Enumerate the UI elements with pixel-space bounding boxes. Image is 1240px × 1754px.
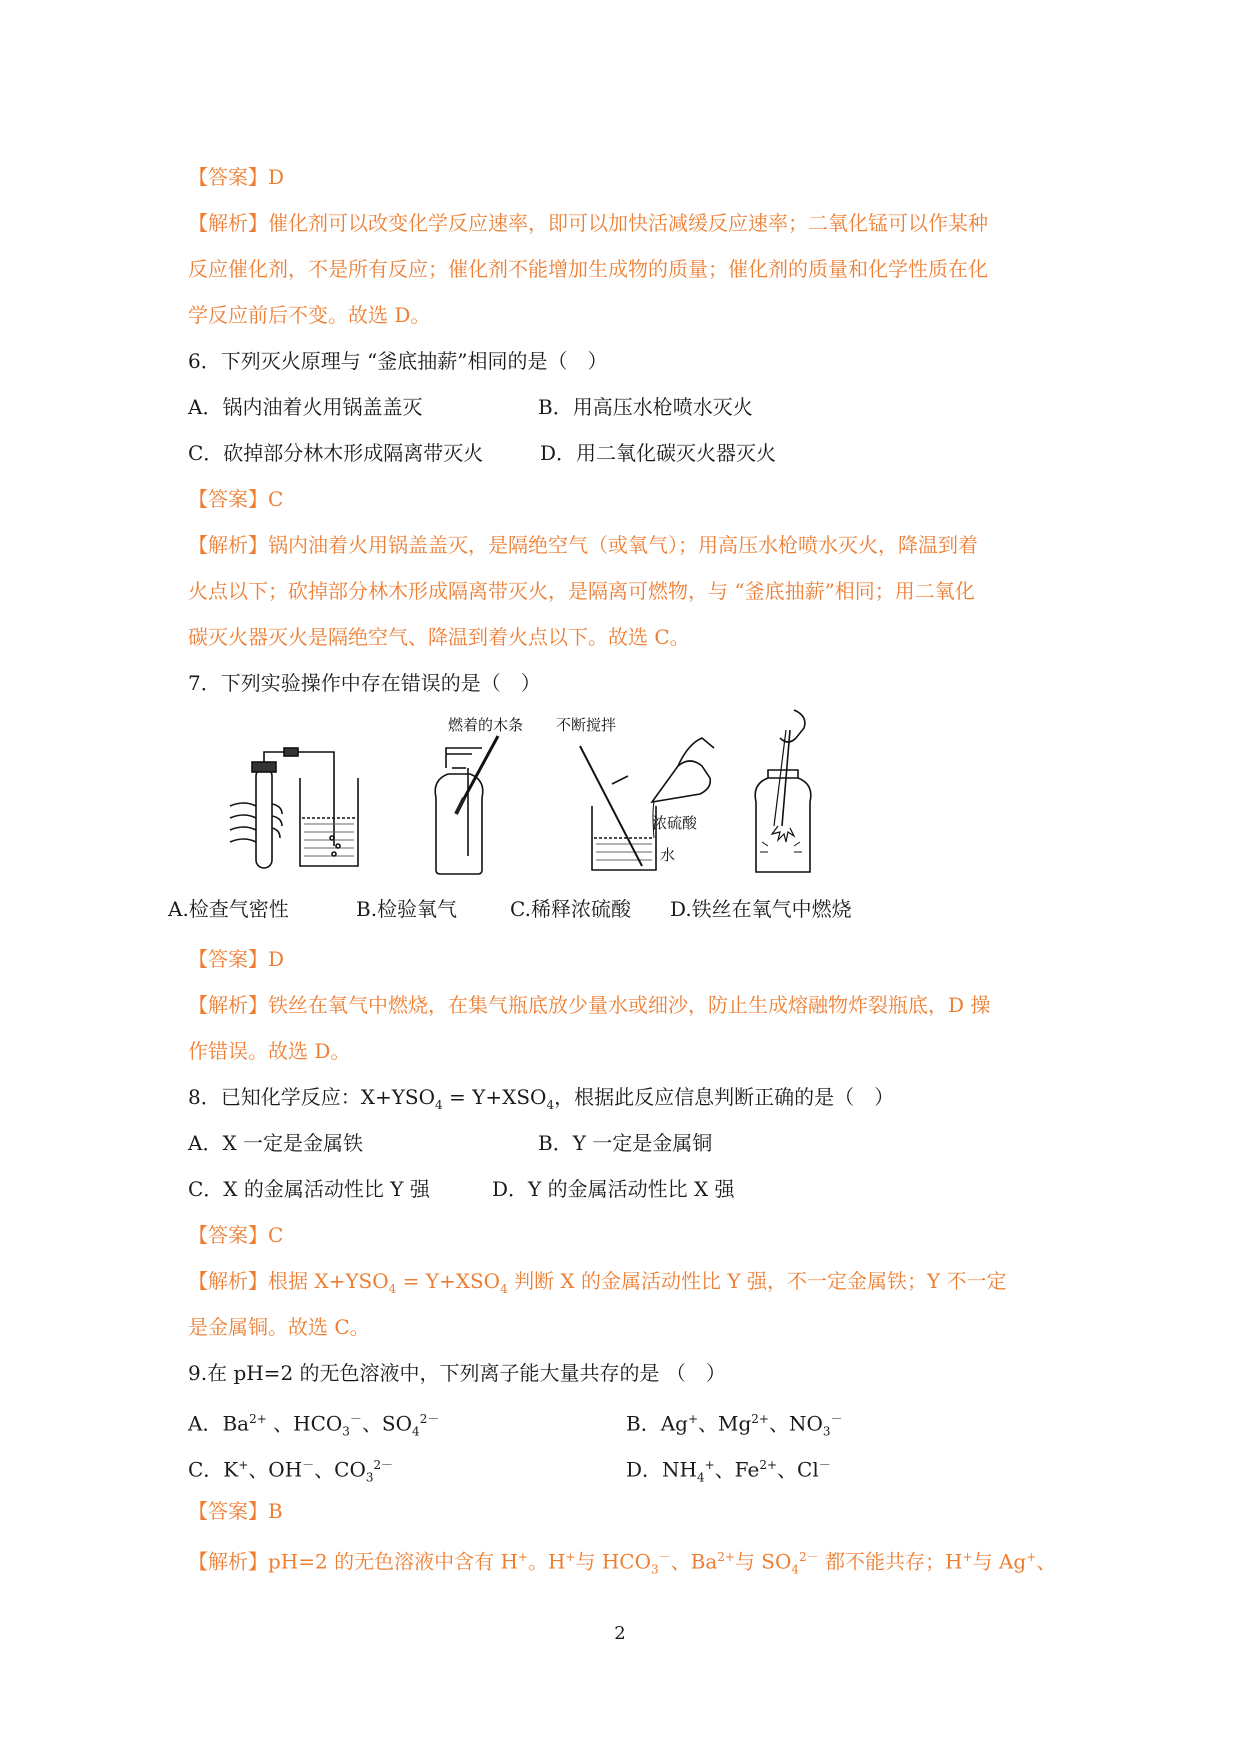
q6-analysis-line-2: 火点以下；砍掉部分林木形成隔离带灭火，是隔离可燃物，与 “釜底抽薪”相同；用二氧化 (188, 579, 975, 603)
q8-analysis-sub-1: 4 (388, 1282, 397, 1296)
q7-caption-c: C.稀释浓硫酸 (510, 897, 631, 921)
q7-stem: 7．下列实验操作中存在错误的是（ ） (188, 671, 541, 695)
apparatus-iron-wire-burning (755, 710, 811, 872)
q8-analysis-sub-2: 4 (500, 1282, 508, 1296)
q8-stem (188, 1082, 894, 1120)
q9-option-d: D．$NH_4^+$、$Fe^{2+}$、Cl－ (626, 1457, 831, 1485)
q9-stem: 9.在 pH=2 的无色溶液中，下列离子能大量共存的是 （ ） (188, 1361, 726, 1385)
q6-analysis-line-1: 【解析】锅内油着火用锅盖盖灭，是隔绝空气（或氧气）；用高压水枪喷水灭火，降温到着 (188, 533, 978, 557)
apparatus-oxygen-test (435, 717, 523, 874)
q7-answer: 【答案】D (188, 947, 285, 971)
q8-stem-sub-1: 4 (435, 1098, 443, 1112)
apparatus-acid-dilution (556, 717, 714, 870)
label-burning-stick: 燃着的木条 (448, 717, 524, 734)
q6-option-d: D．用二氧化碳灭火器灭火 (540, 441, 777, 465)
q7-analysis-line-1: 【解析】铁丝在氧气中燃烧，在集气瓶底放少量水或细沙，防止生成熔融物炸裂瓶底，D 操 (188, 993, 991, 1017)
q7-caption-a: A.检查气密性 (168, 897, 289, 921)
q9-analysis-part-7: 与 Ag (972, 1549, 1027, 1574)
q6-answer: 【答案】C (188, 487, 284, 511)
q9-analysis-part-6: 都不能共存；H (818, 1549, 963, 1574)
q8-answer: 【答案】C (188, 1223, 284, 1247)
q8-option-c: C．X 的金属活动性比 Y 强 (188, 1177, 430, 1201)
q8-option-a: A．X 一定是金属铁 (188, 1131, 364, 1155)
q9-option-c: C．K+、OH－、$CO_3^{2-}$ (188, 1457, 394, 1485)
label-stir-constantly: 不断搅拌 (556, 717, 617, 734)
q8-analysis-part-3: 判断 X 的金属活动性比 Y 强，不一定金属铁；Y 不一定 (507, 1269, 1007, 1293)
q7-caption-d: D.铁丝在氧气中燃烧 (670, 897, 852, 921)
q5-analysis-line-2: 反应催化剂，不是所有反应；催化剂不能增加生成物的质量；催化剂的质量和化学性质在化 (188, 257, 988, 281)
q8-analysis-part-2: = Y+XSO (396, 1269, 501, 1293)
page-number: 2 (614, 1623, 626, 1644)
q6-stem: 6．下列灭火原理与 “釜底抽薪”相同的是（ ） (188, 349, 608, 373)
q9-option-b: B．Ag+、$Mg^{2+}$、$NO_3^-$ (626, 1411, 843, 1439)
q9-analysis-part-3: 与 HCO (575, 1549, 651, 1574)
q7-analysis-line-2: 作错误。故选 D。 (188, 1039, 351, 1063)
q8-analysis-line-1 (188, 1266, 1007, 1304)
q8-stem-part-3: ，根据此反应信息判断正确的是（ ） (554, 1085, 895, 1109)
q5-answer: 【答案】D (188, 165, 285, 189)
q8-analysis-part-1: 【解析】根据 X+YSO (188, 1269, 389, 1293)
q9-analysis-part-2: 。H (527, 1549, 566, 1574)
q5-analysis-line-3: 学反应前后不变。故选 D。 (188, 303, 431, 327)
q9-analysis-line-1: 【解析】pH=2 的无色溶液中含有 H+。H+与 $HCO_3^-$、$Ba^{2+}$与 $SO_4^{2-}$ 都不能共存；H+与 Ag+、 (188, 1549, 1057, 1577)
q9-answer: 【答案】B (188, 1499, 283, 1523)
q9-option-a: A．$Ba^{2+}$ 、$HCO_3^-$、$SO_4^{2-}$ (188, 1411, 440, 1439)
q6-option-b: B．用高压水枪喷水灭火 (538, 395, 753, 419)
q9-analysis-part-1: 【解析】pH=2 的无色溶液中含有 H (188, 1549, 518, 1574)
q8-option-d: D．Y 的金属活动性比 X 强 (492, 1177, 735, 1201)
q9-analysis-part-4: 、Ba (670, 1549, 718, 1574)
q5-analysis-line-1: 【解析】催化剂可以改变化学反应速率，即可以加快活减缓反应速率；二氧化锰可以作某种 (188, 211, 988, 235)
q6-option-c: C．砍掉部分林木形成隔离带灭火 (188, 441, 484, 465)
q9-analysis-part-5: 与 SO (734, 1549, 792, 1574)
q7-caption-b: B.检验氧气 (356, 897, 458, 921)
q7-experiment-figure (208, 706, 1018, 878)
q8-stem-part-1: 8．已知化学反应：X+YSO (188, 1085, 436, 1109)
apparatus-airtightness-check (230, 748, 358, 868)
label-water: 水 (660, 847, 676, 864)
q6-analysis-line-3: 碳灭火器灭火是隔绝空气、降温到着火点以下。故选 C。 (188, 625, 690, 649)
q8-stem-part-2: = Y+XSO (442, 1085, 547, 1109)
q8-stem-sub-2: 4 (546, 1098, 555, 1112)
q8-analysis-line-2: 是金属铜。故选 C。 (188, 1315, 370, 1339)
q8-option-b: B．Y 一定是金属铜 (538, 1131, 713, 1155)
label-concentrated-acid: 浓硫酸 (652, 815, 698, 832)
q6-option-a: A．锅内油着火用锅盖盖灭 (188, 395, 423, 419)
q9-analysis-part-8: 、 (1036, 1549, 1057, 1574)
